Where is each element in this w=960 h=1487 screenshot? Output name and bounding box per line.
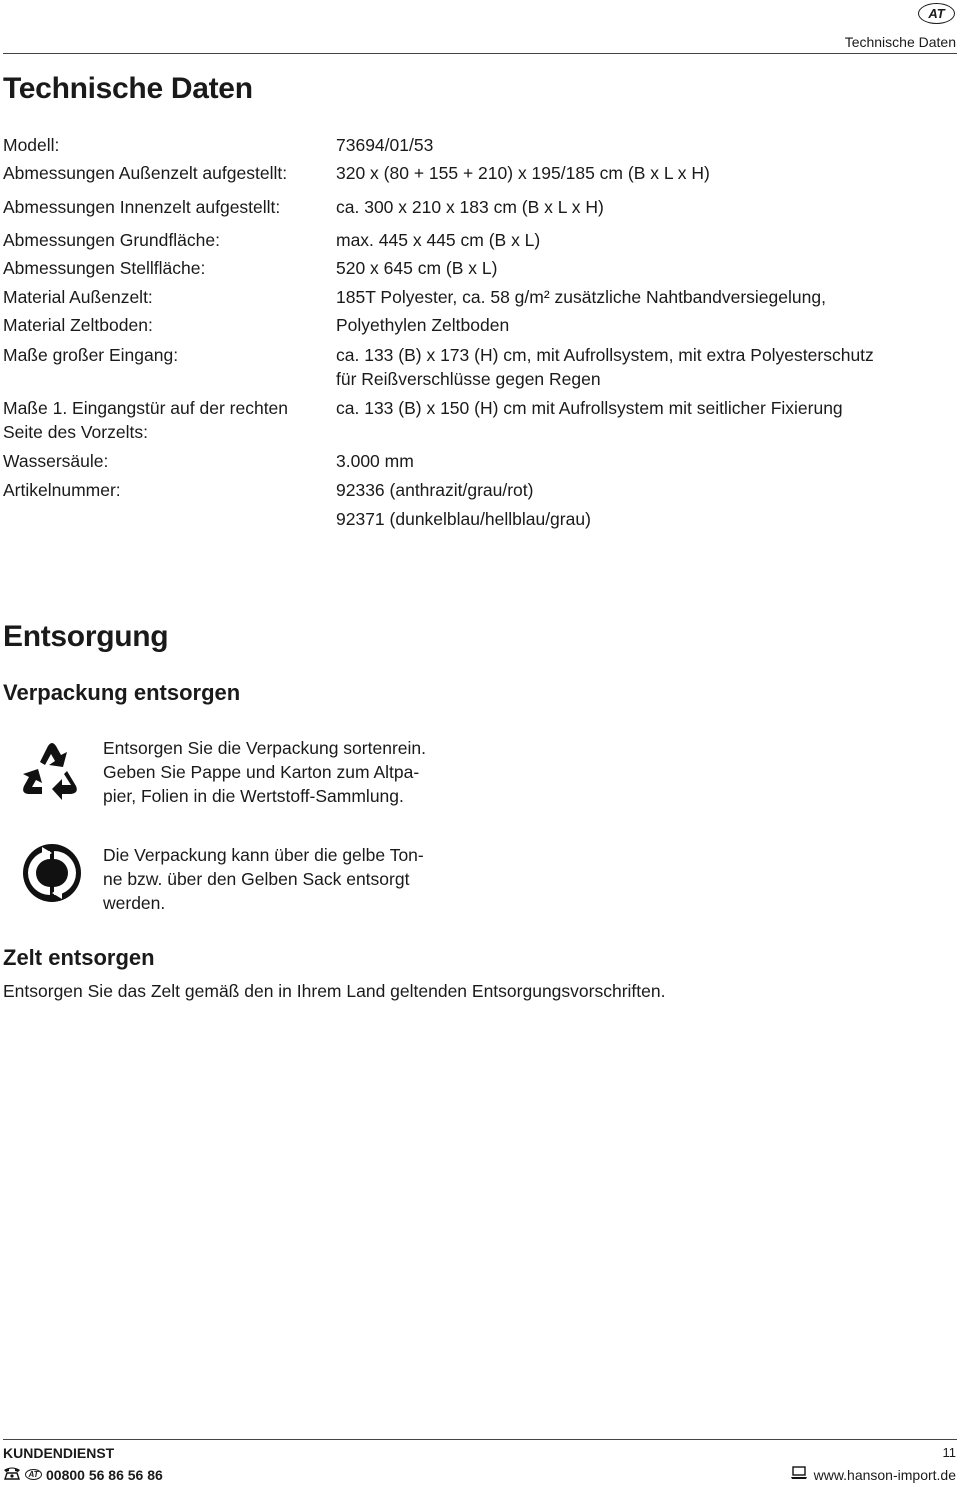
spec-value: ca. 300 x 210 x 183 cm (B x L x H) bbox=[336, 197, 604, 217]
tent-disposal-text: Entsorgen Sie das Zelt gemäß den in Ihrem Land geltenden Entsorgungsvorschriften. bbox=[3, 981, 666, 1001]
spec-label: Maße 1. Eingangstür auf der rechten bbox=[3, 398, 289, 418]
spec-label-continued: Seite des Vorzelts: bbox=[3, 422, 148, 442]
green-dot-text-line: werden. bbox=[103, 893, 166, 913]
spec-label: Maße großer Eingang: bbox=[3, 345, 179, 365]
spec-value: 3.000 mm bbox=[336, 451, 414, 471]
packaging-heading: Verpackung entsorgen bbox=[3, 680, 241, 705]
country-badge: AT bbox=[918, 3, 955, 24]
spec-label: Abmessungen Innenzelt aufgestellt: bbox=[3, 197, 281, 217]
spec-label: Wassersäule: bbox=[3, 451, 109, 471]
spec-value: 73694/01/53 bbox=[336, 135, 434, 155]
spec-label: Abmessungen Außenzelt aufgestellt: bbox=[3, 163, 288, 183]
service-website bbox=[790, 1466, 956, 1483]
country-badge-small: AT bbox=[25, 1469, 42, 1480]
recycle-text-line: pier, Folien in die Wertstoff-Sammlung. bbox=[103, 786, 404, 806]
header-section-label: Technische Daten bbox=[844, 34, 956, 50]
phone-icon bbox=[3, 1466, 21, 1483]
page-number: 11 bbox=[942, 1445, 956, 1460]
recycle-text-line: Geben Sie Pappe und Karton zum Altpa- bbox=[103, 762, 420, 782]
spec-value: 92336 (anthrazit/grau/rot) bbox=[336, 480, 534, 500]
spec-value-continued: für Reißverschlüsse gegen Regen bbox=[336, 369, 601, 389]
header-divider bbox=[3, 53, 957, 54]
recycle-icon bbox=[20, 738, 84, 805]
service-title: KUNDENDIENST bbox=[3, 1445, 115, 1461]
service-phone bbox=[3, 1466, 163, 1483]
spec-value: 185T Polyester, ca. 58 g/m² zusätzliche Nahtbandversiegelung, bbox=[336, 287, 826, 307]
tent-disposal-heading: Zelt entsorgen bbox=[3, 945, 155, 970]
page-title: Technische Daten bbox=[3, 72, 253, 105]
recycle-text-line: Entsorgen Sie die Verpackung sortenrein. bbox=[103, 738, 426, 758]
green-dot-text bbox=[103, 843, 424, 915]
spec-value: 320 x (80 + 155 + 210) x 195/185 cm (B x L x H) bbox=[336, 163, 710, 183]
green-dot-text-line: ne bzw. über den Gelben Sack entsorgt bbox=[103, 869, 410, 889]
spec-label: Abmessungen Grundfläche: bbox=[3, 230, 220, 250]
footer-divider bbox=[3, 1439, 957, 1440]
spec-value: max. 445 x 445 cm (B x L) bbox=[336, 230, 541, 250]
spec-value: ca. 133 (B) x 173 (H) cm, mit Aufrollsystem, mit extra Polyesterschutz bbox=[336, 345, 874, 365]
green-dot-icon bbox=[22, 843, 82, 908]
spec-value: 520 x 645 cm (B x L) bbox=[336, 258, 498, 278]
disposal-heading: Entsorgung bbox=[3, 620, 169, 653]
phone-number: 00800 56 86 56 86 bbox=[46, 1466, 163, 1483]
spec-label: Modell: bbox=[3, 135, 60, 155]
spec-label: Material Zeltboden: bbox=[3, 315, 153, 335]
recycle-text bbox=[103, 736, 426, 808]
spec-value: Polyethylen Zeltboden bbox=[336, 315, 510, 335]
website-link[interactable]: www.hanson-import.de bbox=[813, 1466, 956, 1483]
spec-value: ca. 133 (B) x 150 (H) cm mit Aufrollsystem mit seitlicher Fixierung bbox=[336, 398, 843, 418]
laptop-icon bbox=[790, 1466, 808, 1483]
spec-label: Artikelnummer: bbox=[3, 480, 121, 500]
spec-value-continued: 92371 (dunkelblau/hellblau/grau) bbox=[336, 509, 591, 529]
green-dot-text-line: Die Verpackung kann über die gelbe Ton- bbox=[103, 845, 424, 865]
spec-label: Material Außenzelt: bbox=[3, 287, 153, 307]
spec-label: Abmessungen Stellfläche: bbox=[3, 258, 206, 278]
